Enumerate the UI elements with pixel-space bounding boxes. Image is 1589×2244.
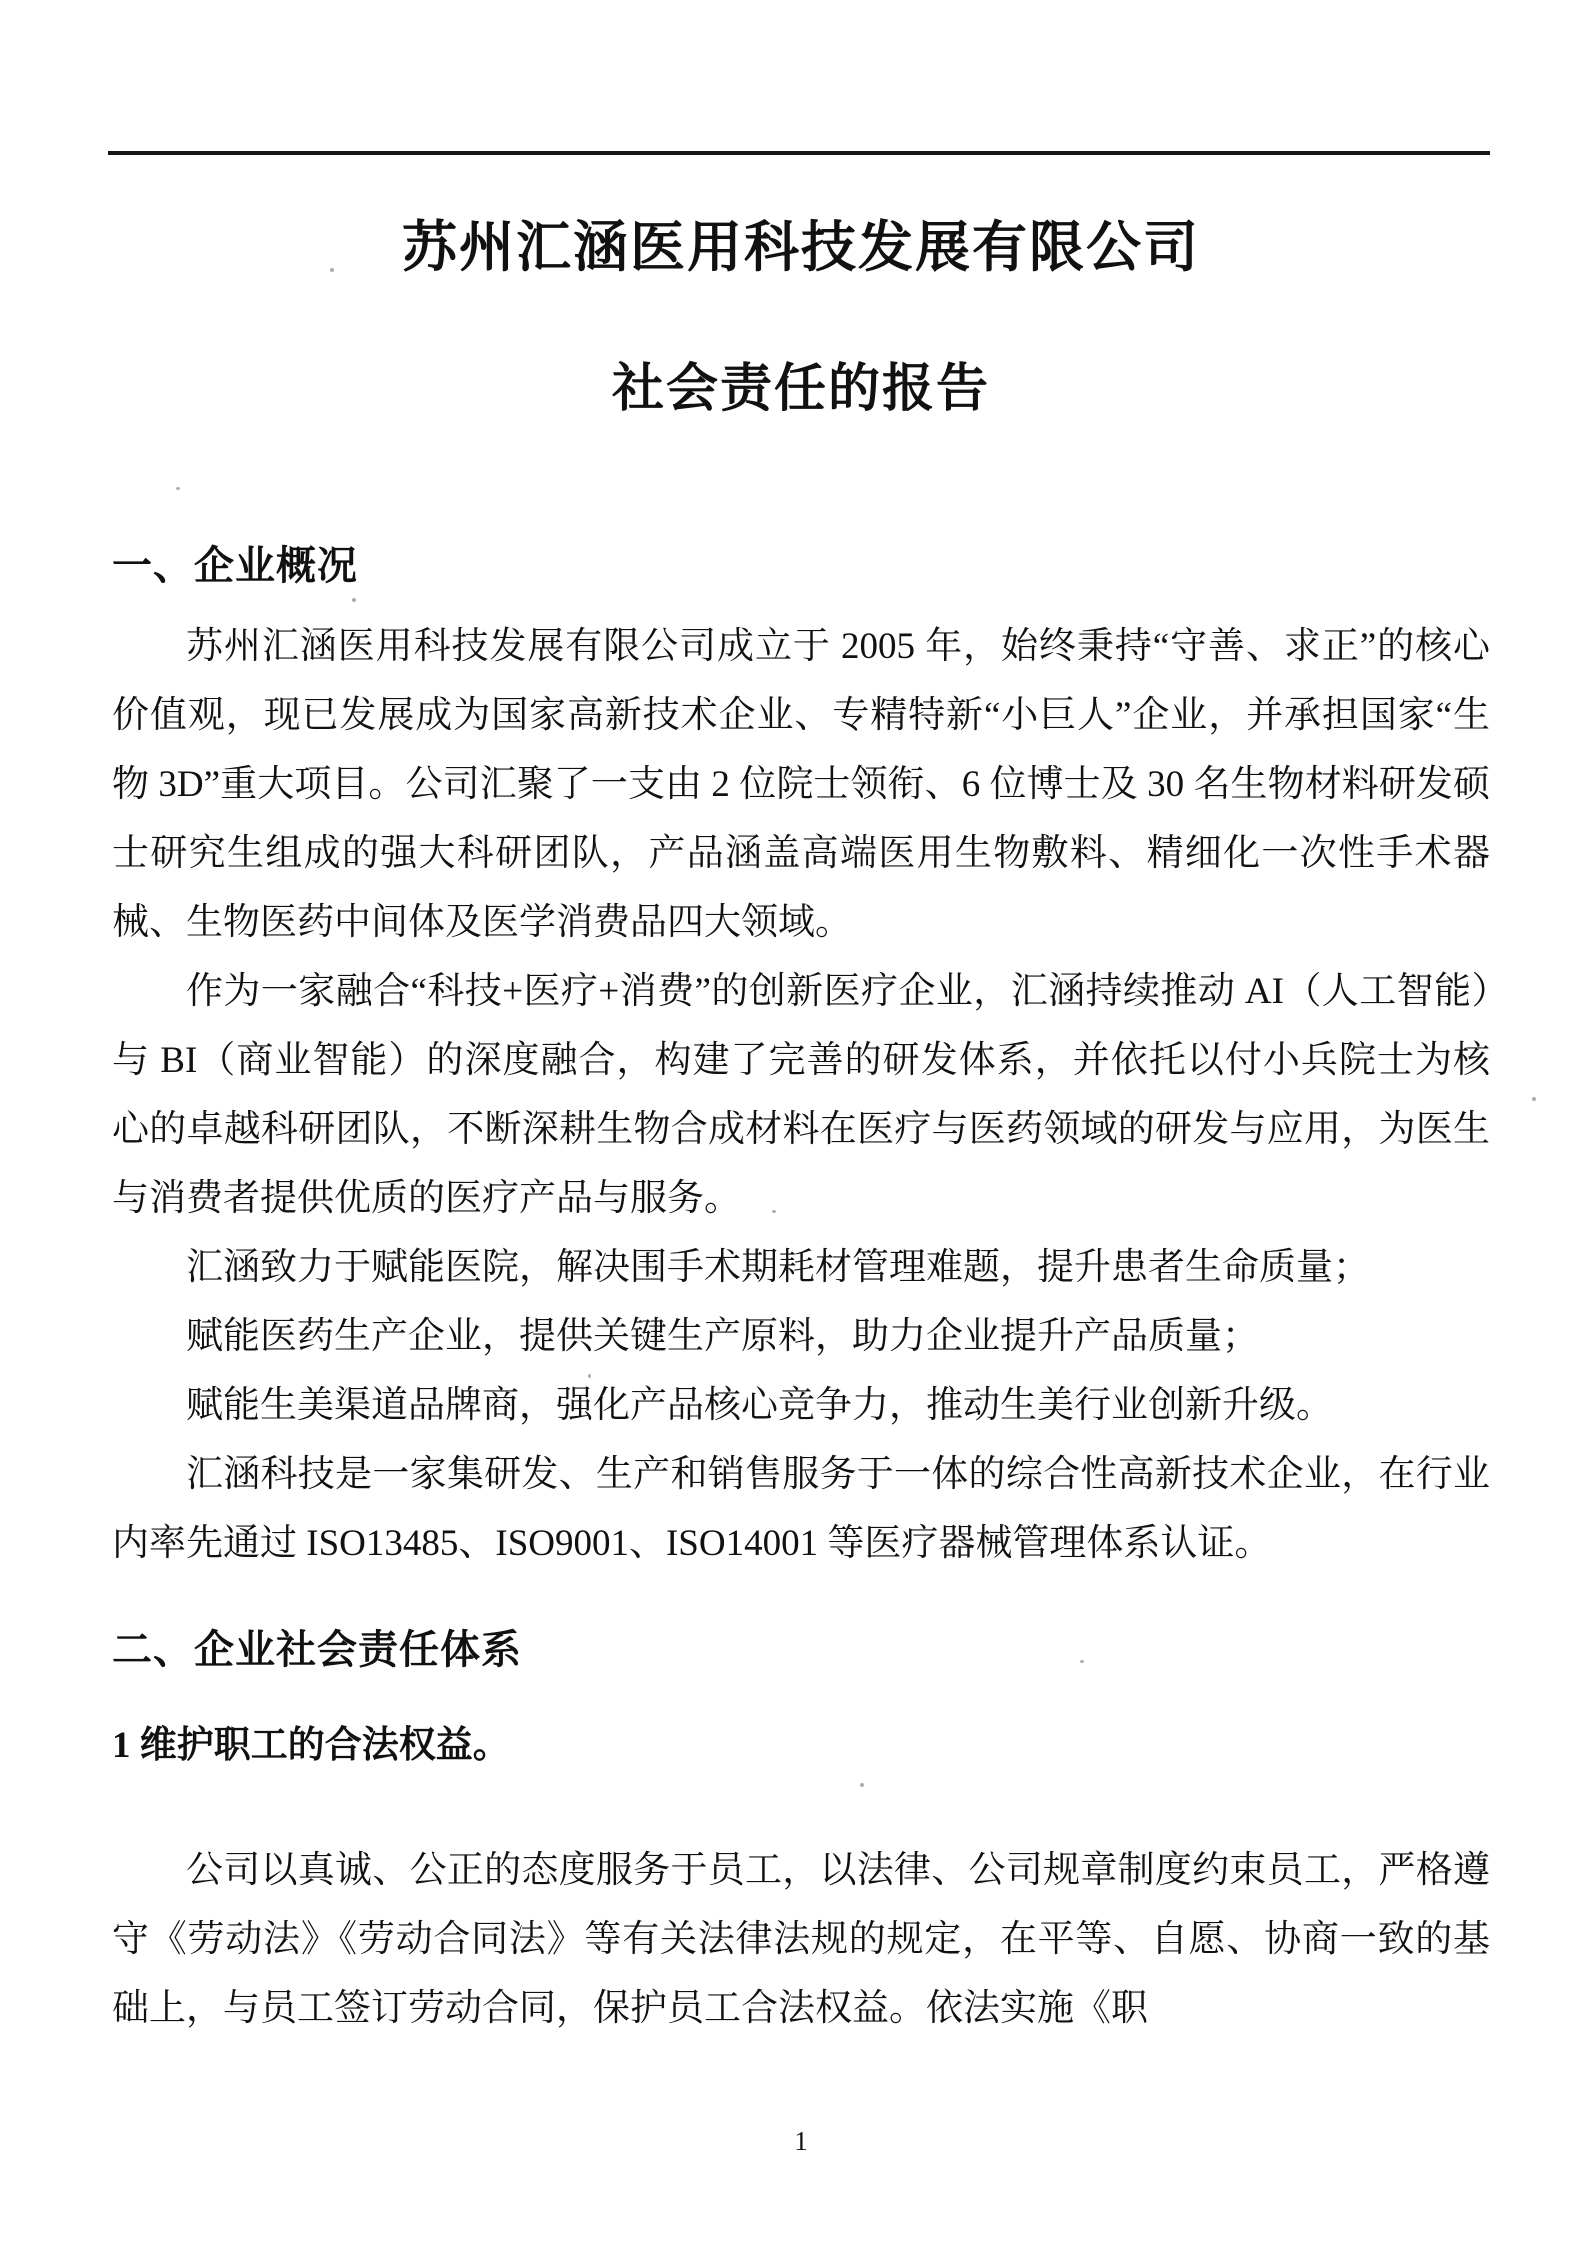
document-title: 苏州汇涵医用科技发展有限公司 [401, 217, 1200, 278]
scan-speck [1532, 1097, 1536, 1101]
paragraph-ai-bi-integration: 作为一家融合“科技+医疗+消费”的创新医疗企业，汇涵持续推动 AI（人工智能）与 BI（商业智能）的深度融合，构建了完善的研发体系，并依托以付小兵院士为核心的卓越科研团队，不断深耕生物合成材料在医疗与医药领域的研发与应用，为医生与消费者提供优质的医疗产品与服务。 [112, 971, 1490, 1219]
paragraph-empower-beauty-channel: 赋能生美渠道品牌商，强化产品核心竞争力，推动生美行业创新升级。 [186, 1385, 1333, 1426]
scan-speck [588, 1374, 591, 1378]
scan-speck [1080, 1660, 1084, 1663]
scan-speck [352, 598, 356, 602]
scan-speck [772, 1210, 776, 1213]
page-number: 1 [794, 2126, 808, 2156]
paragraph-empower-pharma: 赋能医药生产企业，提供关键生产原料，助力企业提升产品质量； [186, 1316, 1259, 1357]
section-heading-company-overview: 一、企业概况 [112, 543, 358, 588]
document-subtitle: 社会责任的报告 [611, 361, 990, 418]
scan-speck [860, 1783, 864, 1787]
paragraph-employee-rights: 公司以真诚、公正的态度服务于员工，以法律、公司规章制度约束员工，严格遵守《劳动法》《劳动合同法》等有关法律法规的规定，在平等、自愿、协商一致的基础上，与员工签订劳动合同，保护员工合法权益。依法实施《职 [112, 1850, 1490, 2029]
scan-speck [330, 268, 334, 272]
paragraph-company-founding: 苏州汇涵医用科技发展有限公司成立于 2005 年，始终秉持“守善、求正”的核心价值观，现已发展成为国家高新技术企业、专精特新“小巨人”企业，并承担国家“生物 3D”重大项目。公司汇聚了一支由 2 位院士领衔、6 位博士及 30 名生物材料研发硕士研究生组成的强大科研团队，产品涵盖高端医用生物敷料、精细化一次性手术器械、生物医药中间体及医学消费品四大领域。 [112, 626, 1490, 943]
section-heading-csr-system: 二、企业社会责任体系 [112, 1627, 522, 1672]
scan-speck [176, 487, 180, 490]
header-rule [108, 151, 1490, 155]
section1-body [112, 612, 1490, 1578]
paragraph-empower-hospitals: 汇涵致力于赋能医院，解决围手术期耗材管理难题，提升患者生命质量； [186, 1247, 1370, 1288]
section2-body [112, 1836, 1490, 2043]
paragraph-certifications: 汇涵科技是一家集研发、生产和销售服务于一体的综合性高新技术企业，在行业内率先通过 ISO13485、ISO9001、ISO14001 等医疗器械管理体系认证。 [112, 1454, 1490, 1564]
subsection-heading-employee-rights: 1 维护职工的合法权益。 [112, 1725, 510, 1766]
